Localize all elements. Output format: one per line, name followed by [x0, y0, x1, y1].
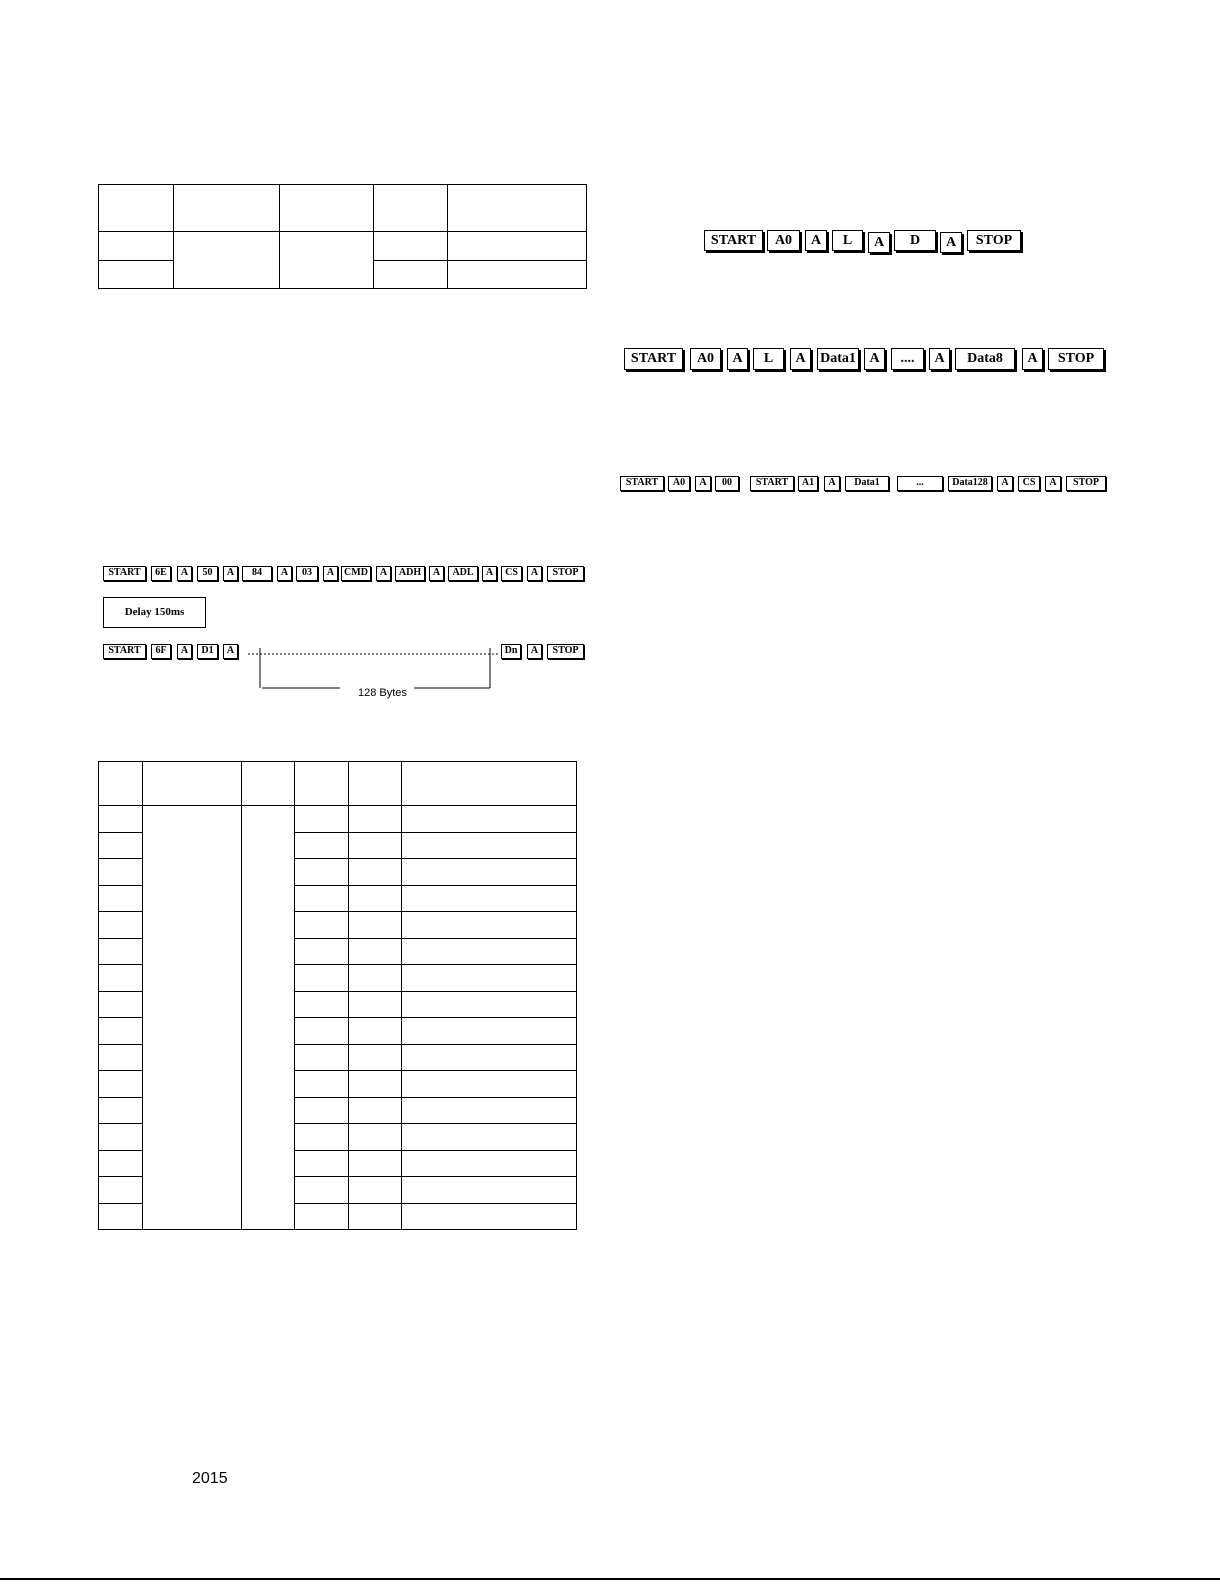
table-cell: [349, 885, 402, 912]
seq-box: A1: [798, 476, 818, 491]
table-cell: [295, 1124, 349, 1151]
table-cell: [280, 232, 374, 289]
table-cell: [295, 1097, 349, 1124]
seq-box: A: [790, 348, 811, 370]
seq-box: A: [997, 476, 1013, 491]
table-cell: [349, 965, 402, 992]
table-cell: [99, 185, 174, 232]
seq-box: STOP: [1066, 476, 1106, 491]
table-cell: [99, 965, 143, 992]
table-cell: [402, 806, 577, 833]
table-cell: [99, 885, 143, 912]
table-cell: [349, 912, 402, 939]
table-cell: [448, 185, 587, 232]
table-cell: [99, 1150, 143, 1177]
table-cell: [402, 859, 577, 886]
table-cell: [349, 1071, 402, 1098]
seq-box: A: [940, 232, 962, 253]
seq-box: A: [527, 644, 542, 659]
table-cell: [295, 938, 349, 965]
bottom-rule: [0, 1578, 1220, 1580]
seq-box: STOP: [1048, 348, 1104, 370]
seq-box: A0: [767, 230, 800, 251]
table-cell: [402, 991, 577, 1018]
seq-box: A: [429, 566, 444, 581]
table-cell: [99, 912, 143, 939]
seq-box: L: [753, 348, 784, 370]
seq-box: ADH: [395, 566, 425, 581]
table-cell: [295, 1203, 349, 1230]
seq-box: A: [929, 348, 950, 370]
table-cell: [174, 185, 280, 232]
table-cell: [143, 762, 242, 806]
table-cell: [349, 1018, 402, 1045]
seq-box: Data8: [955, 348, 1015, 370]
table-cell: [402, 832, 577, 859]
seq-box: A: [376, 566, 391, 581]
seq-box: START: [103, 644, 146, 659]
seq-box: START: [750, 476, 794, 491]
seq-box: START: [704, 230, 763, 251]
seq-box: CMD: [341, 566, 371, 581]
seq-box: L: [832, 230, 863, 251]
seq-box: A: [864, 348, 885, 370]
table-cell: [295, 885, 349, 912]
seq-box: D: [894, 230, 936, 251]
table-cell: [295, 806, 349, 833]
table-cell: [295, 1150, 349, 1177]
table-cell: [349, 806, 402, 833]
seq-box: D1: [197, 644, 218, 659]
seq-box: 84: [242, 566, 272, 581]
seq-box: START: [624, 348, 683, 370]
table-cell: [349, 762, 402, 806]
table-cell: [295, 965, 349, 992]
table-cell: [295, 832, 349, 859]
seq-box: A: [177, 566, 192, 581]
seq-box: STOP: [547, 566, 584, 581]
top-left-table: [98, 184, 587, 289]
table-cell: [99, 1044, 143, 1071]
table-cell: [349, 1124, 402, 1151]
seq-box: A: [1022, 348, 1043, 370]
table-cell: [99, 806, 143, 833]
footer-year: 2015: [192, 1470, 228, 1487]
table-cell: [99, 261, 174, 289]
write-byte-sequence: [704, 230, 1024, 256]
seq-box: CS: [501, 566, 522, 581]
seq-box: STOP: [547, 644, 584, 659]
seq-box: A: [277, 566, 292, 581]
table-cell: [295, 991, 349, 1018]
seq-box: ...: [897, 476, 943, 491]
table-cell: [374, 261, 448, 289]
table-cell: [295, 1177, 349, 1204]
table-cell: [174, 232, 280, 289]
table-cell: [99, 1071, 143, 1098]
delay-box: Delay 150ms: [103, 597, 206, 628]
seq-box: A: [223, 644, 238, 659]
seq-box: A: [1045, 476, 1061, 491]
table-cell: [349, 991, 402, 1018]
table-cell: [295, 912, 349, 939]
seq-box: 50: [197, 566, 218, 581]
seq-box: A: [824, 476, 840, 491]
write-page-sequence: [624, 348, 1110, 374]
seq-box: 6E: [151, 566, 171, 581]
seq-box: Data128: [948, 476, 992, 491]
seq-box: A: [482, 566, 497, 581]
table-cell: [295, 859, 349, 886]
seq-box: ....: [891, 348, 924, 370]
seq-box: A: [805, 230, 827, 251]
seq-box: A: [177, 644, 192, 659]
seq-box: A: [695, 476, 711, 491]
table-cell: [402, 885, 577, 912]
table-cell: [448, 232, 587, 261]
bottom-left-table: [98, 761, 577, 1230]
table-cell: [402, 1044, 577, 1071]
table-cell: [349, 859, 402, 886]
table-cell: [402, 762, 577, 806]
table-cell: [402, 1177, 577, 1204]
table-cell: [402, 965, 577, 992]
table-cell: [349, 1150, 402, 1177]
table-cell: [402, 912, 577, 939]
table-cell: [99, 1203, 143, 1230]
seq-box: CS: [1018, 476, 1040, 491]
seq-box: ADL: [448, 566, 478, 581]
table-cell: [99, 1124, 143, 1151]
seq-box: A: [868, 232, 890, 253]
table-cell: [349, 1177, 402, 1204]
table-cell: [349, 832, 402, 859]
seq-box: A0: [668, 476, 690, 491]
table-cell: [99, 1018, 143, 1045]
table-cell: [295, 1018, 349, 1045]
table-cell: [349, 938, 402, 965]
table-cell: [402, 938, 577, 965]
read-sequence: [620, 476, 1108, 494]
seq-box: Data1: [845, 476, 889, 491]
table-cell: [99, 1177, 143, 1204]
table-cell: [99, 991, 143, 1018]
seq-box: Data1: [817, 348, 859, 370]
table-cell: [242, 806, 295, 1230]
table-cell: [295, 1044, 349, 1071]
table-cell: [374, 232, 448, 261]
table-cell: [402, 1071, 577, 1098]
seq-box: 00: [715, 476, 739, 491]
table-cell: [402, 1097, 577, 1124]
table-cell: [349, 1097, 402, 1124]
table-cell: [402, 1018, 577, 1045]
seq-box: 6F: [151, 644, 171, 659]
table-cell: [280, 185, 374, 232]
table-cell: [402, 1203, 577, 1230]
table-cell: [99, 762, 143, 806]
seq-box: A: [727, 348, 748, 370]
table-cell: [402, 1124, 577, 1151]
seq-box: START: [103, 566, 146, 581]
seq-box: START: [620, 476, 664, 491]
table-cell: [295, 1071, 349, 1098]
table-cell: [99, 859, 143, 886]
seq-box: A: [223, 566, 238, 581]
seq-box: A: [323, 566, 338, 581]
table-cell: [143, 806, 242, 1230]
seq-box: A: [527, 566, 542, 581]
table-cell: [448, 261, 587, 289]
table-cell: [374, 185, 448, 232]
seq-box: STOP: [967, 230, 1021, 251]
table-cell: [99, 1097, 143, 1124]
table-cell: [349, 1203, 402, 1230]
command-sequence: [103, 566, 585, 584]
table-cell: [349, 1044, 402, 1071]
table-cell: [402, 1150, 577, 1177]
table-cell: [99, 832, 143, 859]
seq-box: A0: [690, 348, 721, 370]
table-cell: [99, 232, 174, 261]
table-cell: [295, 762, 349, 806]
table-cell: [99, 938, 143, 965]
bytes-label: 128 Bytes: [358, 687, 407, 699]
seq-box: Dn: [501, 644, 521, 659]
table-cell: [242, 762, 295, 806]
seq-box: 03: [296, 566, 318, 581]
